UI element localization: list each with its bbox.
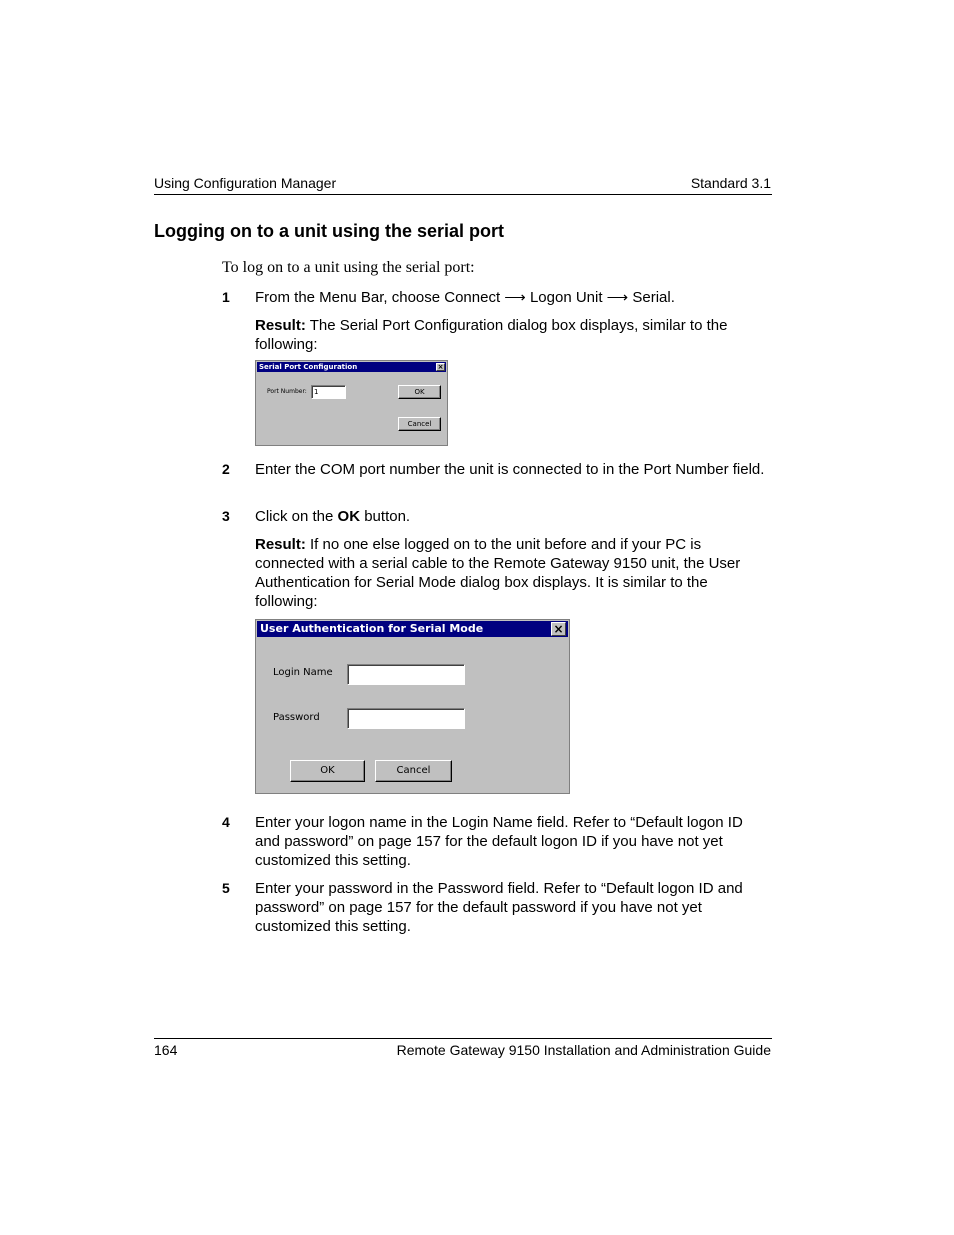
header-left: Using Configuration Manager: [154, 175, 337, 191]
auth-cancel-button[interactable]: Cancel: [375, 760, 452, 782]
port-number-input[interactable]: 1: [311, 385, 346, 399]
result-2: [255, 535, 771, 611]
step-3-text: [255, 507, 771, 526]
login-name-label: Login Name: [273, 667, 333, 678]
step-5-number: 5: [222, 880, 230, 896]
result-2-text: If no one else logged on to the unit before and if your PC is connected with a serial cable to the Remote Gateway 9150 unit, the User Authentication for Serial Mode dialog box displays. It is similar to the following:: [255, 536, 741, 610]
serial-cancel-button[interactable]: Cancel: [398, 417, 441, 431]
auth-ok-button[interactable]: OK: [290, 760, 365, 782]
step-1-text: From the Menu Bar, choose Connect ⟶ Logon Unit ⟶ Serial.: [255, 289, 675, 306]
step-4-text: Enter your logon name in the Login Name field. Refer to “Default logon ID and password” on page 157 for the default logon ID if you have not yet customized this setting.: [255, 814, 743, 869]
result-1-text: The Serial Port Configuration dialog box displays, similar to the following:: [255, 317, 728, 353]
port-number-label: Port Number:: [267, 388, 307, 395]
step-1-number: 1: [222, 289, 230, 305]
step-3-text-before: Click on the: [255, 508, 338, 525]
step-2-number: 2: [222, 461, 230, 477]
serial-dialog-title: Serial Port Configuration: [259, 363, 358, 371]
intro-text: To log on to a unit using the serial port:: [222, 259, 475, 276]
step-3-number: 3: [222, 508, 230, 524]
step-3-text-after: button.: [360, 508, 411, 525]
result-2-label: Result:: [255, 536, 306, 553]
serial-port-dialog: [255, 360, 448, 446]
password-input[interactable]: [347, 708, 465, 729]
footer-rule: [154, 1038, 772, 1039]
serial-dialog-titlebar: [257, 362, 446, 372]
auth-dialog-title: User Authentication for Serial Mode: [260, 622, 484, 635]
close-icon[interactable]: ×: [437, 363, 444, 371]
step-2-text: Enter the COM port number the unit is connected to in the Port Number field.: [255, 461, 765, 478]
header-right: Standard 3.1: [690, 175, 771, 191]
auth-dialog-titlebar: [257, 621, 568, 637]
step-4-number: 4: [222, 814, 230, 830]
serial-ok-button[interactable]: OK: [398, 385, 441, 399]
step-3-text-bold: OK: [337, 508, 361, 525]
user-auth-dialog: [255, 619, 570, 794]
footer-doc-title: Remote Gateway 9150 Installation and Administration Guide: [396, 1042, 771, 1058]
section-title: Logging on to a unit using the serial port: [154, 221, 504, 241]
close-icon[interactable]: ×: [551, 622, 566, 636]
result-1: [255, 316, 771, 354]
login-name-input[interactable]: [347, 664, 465, 685]
header-rule: [154, 194, 772, 195]
step-5-text: Enter your password in the Password field. Refer to “Default logon ID and password” on page 157 for the default password if you have not yet customized this setting.: [255, 880, 743, 935]
password-label: Password: [273, 712, 320, 723]
page-number: 164: [154, 1042, 178, 1058]
result-1-label: Result:: [255, 317, 306, 334]
